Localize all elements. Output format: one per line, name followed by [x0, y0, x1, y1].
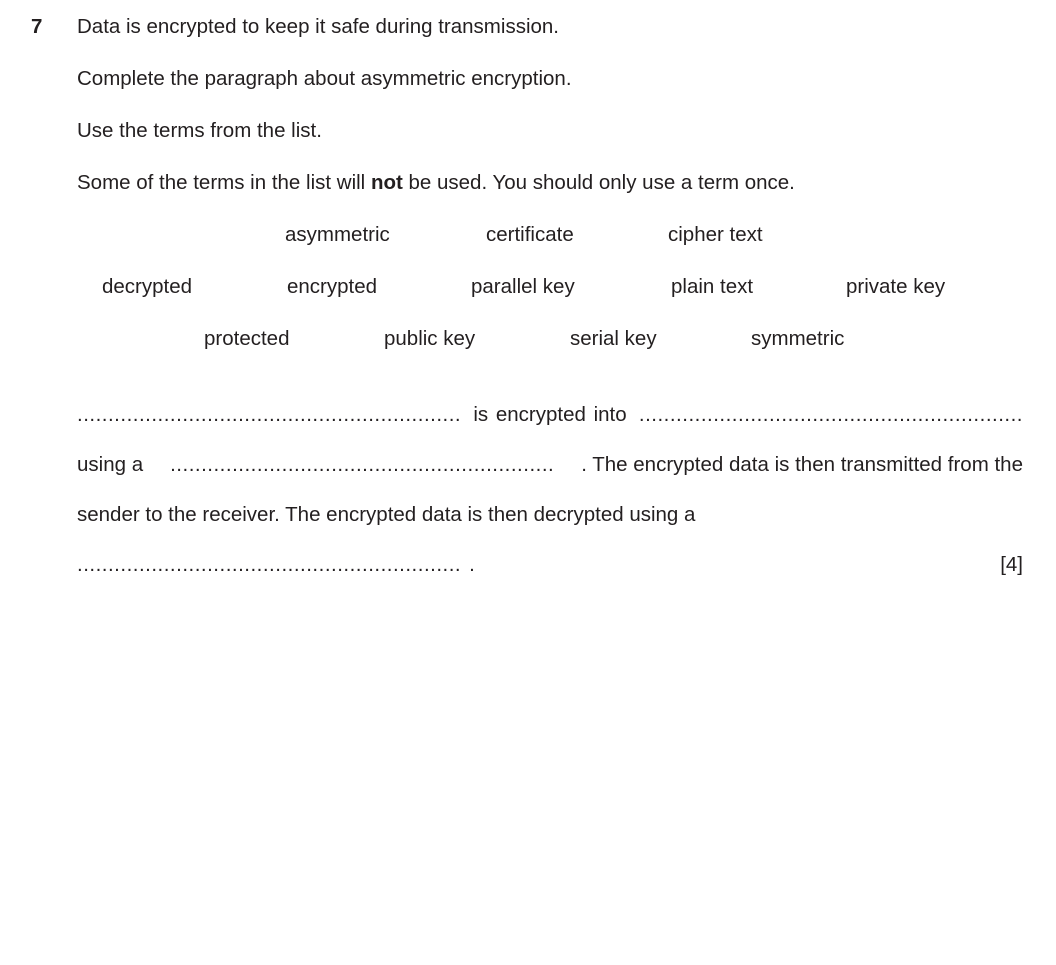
term-asymmetric: asymmetric [285, 223, 390, 246]
question-stem: Data is encrypted to keep it safe during transmission. [77, 15, 559, 38]
paragraph-line-3: sender to the receiver. The encrypted data is then decrypted using a [77, 503, 696, 526]
term-serial-key: serial key [570, 327, 657, 350]
instruction-complete: Complete the paragraph about asymmetric encryption. [77, 67, 572, 90]
paragraph-line-2 [77, 452, 1023, 478]
answer-blank-3[interactable]: .............................................................. [170, 453, 555, 476]
term-protected: protected [204, 327, 290, 350]
instruction-text-before: Some of the terms in the list will [77, 171, 371, 194]
marks-label: [4] [1000, 553, 1023, 576]
term-decrypted: decrypted [102, 275, 193, 298]
term-symmetric: symmetric [751, 327, 845, 350]
term-encrypted: encrypted [287, 275, 378, 298]
paragraph-text-using-a: using a [77, 453, 144, 476]
term-private-key: private key [846, 275, 946, 298]
instruction-text-after: be used. You should only use a term once. [402, 171, 795, 194]
term-certificate: certificate [486, 223, 574, 246]
answer-blank-2[interactable]: .............................................................. [638, 403, 1023, 426]
instruction-not-used [77, 170, 795, 196]
paragraph-final-period: . [469, 553, 475, 576]
term-cipher-text: cipher text [668, 223, 763, 246]
answer-blank-1[interactable]: .............................................................. [77, 403, 462, 426]
paragraph-line-4 [77, 552, 1023, 578]
instruction-use-terms: Use the terms from the list. [77, 119, 322, 142]
instruction-bold-not: not [370, 171, 403, 194]
paragraph-text-encrypted-into: is encrypted into [473, 403, 627, 426]
term-parallel-key: parallel key [471, 275, 575, 298]
answer-blank-4[interactable]: .............................................................. [77, 553, 462, 576]
term-plain-text: plain text [671, 275, 754, 298]
paragraph-text-transmitted: . The encrypted data is then transmitted from the [581, 453, 1023, 476]
question-number: 7 [31, 15, 43, 38]
paragraph-line-1 [77, 402, 1023, 428]
term-public-key: public key [384, 327, 476, 350]
